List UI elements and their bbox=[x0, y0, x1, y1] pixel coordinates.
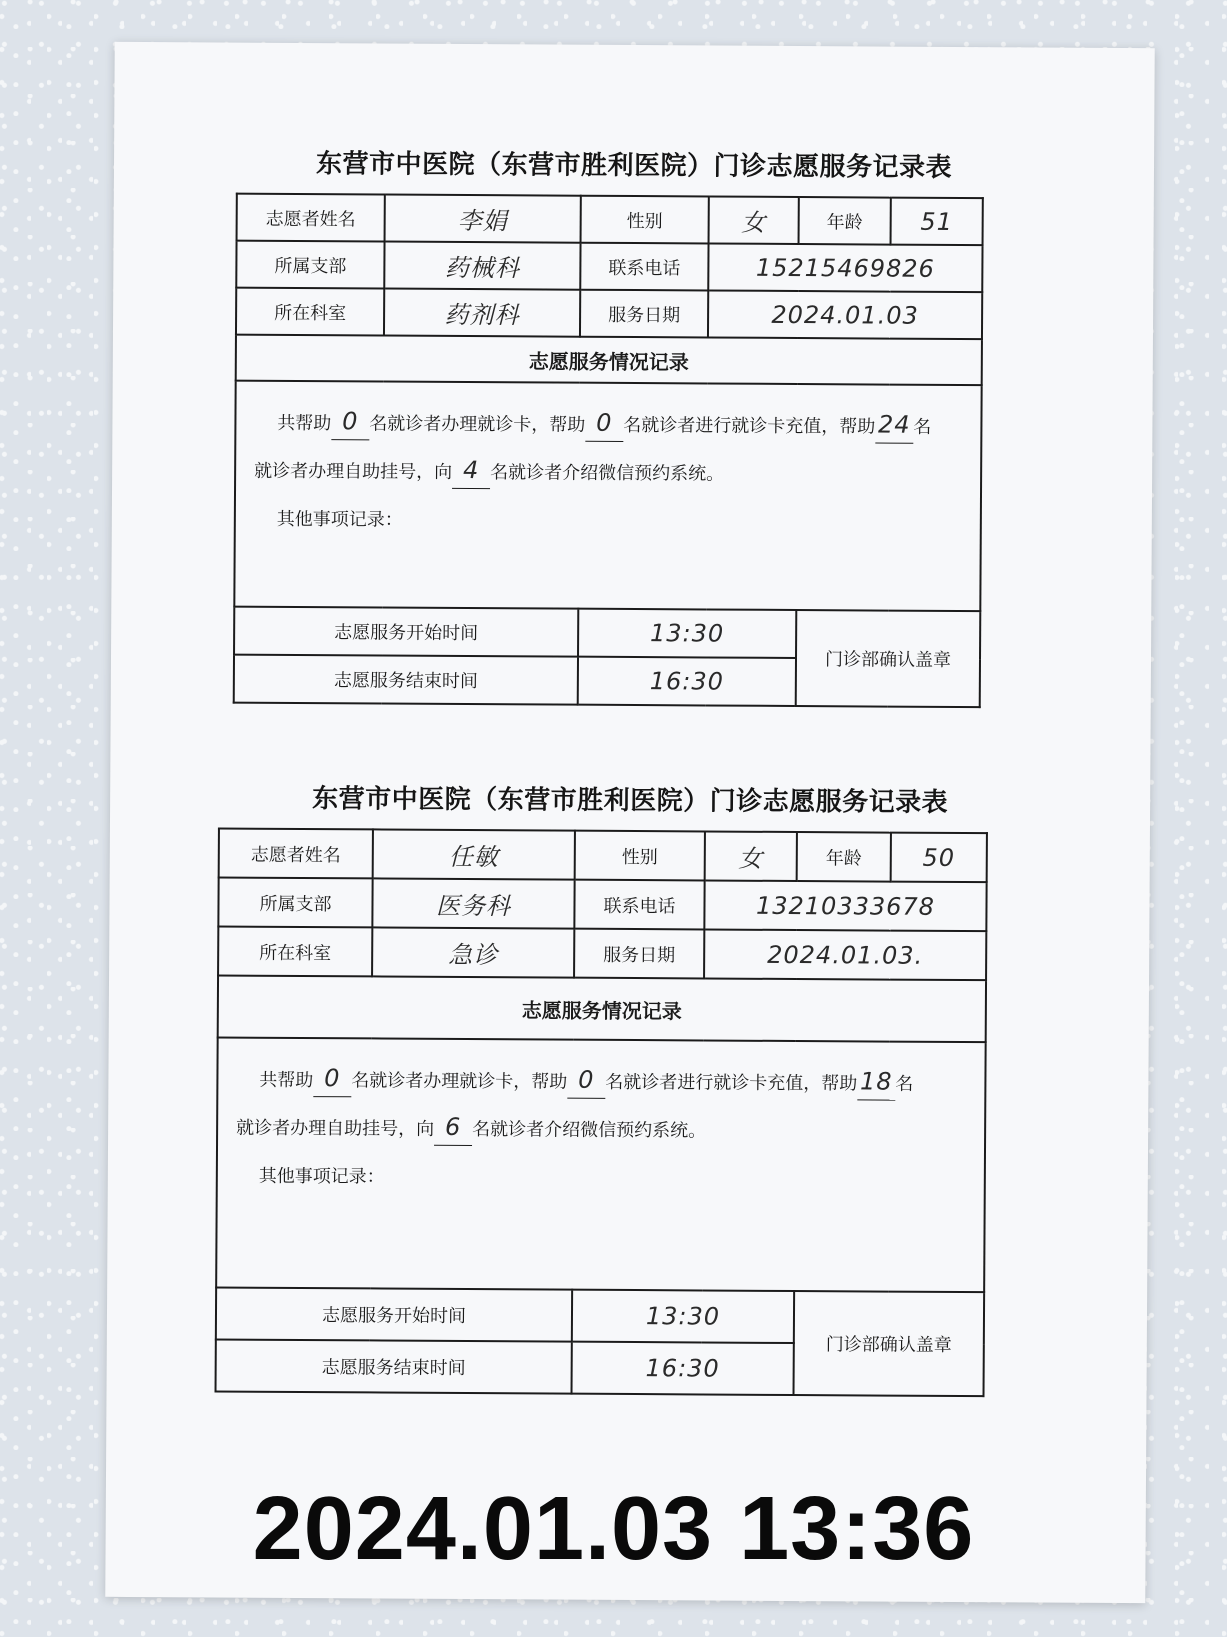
name-value: 李娟 bbox=[457, 206, 508, 236]
branch-value: 医务科 bbox=[435, 891, 512, 921]
name-value: 任敏 bbox=[448, 842, 499, 872]
section-title: 志愿服务情况记录 bbox=[236, 335, 982, 386]
photo-timestamp: 2024.01.03 13:36 bbox=[252, 1479, 975, 1579]
gender-label: 性别 bbox=[575, 831, 705, 881]
phone-value: 15215469826 bbox=[755, 253, 935, 283]
summary-line-1: 共帮助 0 名就诊者办理就诊卡，帮助 0 名就诊者进行就诊卡充值，帮助 18 名 bbox=[236, 1057, 968, 1109]
service-summary bbox=[216, 1037, 986, 1292]
end-time-value: 16:30 bbox=[645, 1354, 720, 1383]
phone-value: 13210333678 bbox=[755, 891, 936, 921]
volunteer-info-table bbox=[215, 827, 988, 1397]
stamp-label: 门诊部确认盖章 bbox=[794, 1291, 985, 1396]
card-count-value: 0 bbox=[342, 407, 359, 436]
other-notes-label: 其他事项记录： bbox=[276, 508, 403, 531]
branch-label: 所属支部 bbox=[236, 241, 384, 289]
summary-line-2: 就诊者办理自助挂号，向 6 名就诊者介绍微信预约系统。 bbox=[236, 1105, 968, 1157]
start-time-label: 志愿服务开始时间 bbox=[216, 1287, 572, 1341]
recharge-count-value: 0 bbox=[596, 408, 613, 437]
phone-label: 联系电话 bbox=[580, 243, 708, 291]
name-label: 志愿者姓名 bbox=[237, 194, 385, 242]
age-value: 50 bbox=[922, 843, 956, 872]
end-time-label: 志愿服务结束时间 bbox=[216, 1339, 572, 1393]
end-time-label: 志愿服务结束时间 bbox=[234, 655, 578, 705]
date-label: 服务日期 bbox=[574, 929, 704, 979]
wechat-count-value: 4 bbox=[462, 455, 480, 485]
start-time-value: 13:30 bbox=[649, 619, 725, 648]
dept-value: 急诊 bbox=[448, 940, 499, 970]
gender-value: 女 bbox=[741, 208, 767, 237]
form-title: 东营市中医院（东营市胜利医院）门诊志愿服务记录表 bbox=[315, 149, 953, 183]
age-label: 年龄 bbox=[797, 832, 891, 882]
end-time-value: 16:30 bbox=[649, 667, 725, 696]
volunteer-form-2 bbox=[106, 42, 1155, 1448]
dept-label: 所在科室 bbox=[236, 288, 384, 336]
recharge-count-value: 0 bbox=[578, 1065, 595, 1094]
gender-value: 女 bbox=[738, 844, 764, 873]
card-count-value: 0 bbox=[324, 1064, 341, 1093]
date-value: 2024.01.03. bbox=[767, 940, 924, 970]
gender-label: 性别 bbox=[581, 196, 709, 244]
age-value: 51 bbox=[920, 207, 954, 236]
phone-label: 联系电话 bbox=[574, 880, 704, 930]
branch-value: 药械科 bbox=[444, 253, 520, 283]
start-time-label: 志愿服务开始时间 bbox=[234, 607, 578, 657]
date-label: 服务日期 bbox=[580, 290, 708, 338]
paper-sheet bbox=[105, 42, 1154, 1603]
section-title: 志愿服务情况记录 bbox=[218, 975, 986, 1042]
register-count-value: 24 bbox=[877, 410, 911, 439]
age-label: 年龄 bbox=[799, 197, 891, 245]
summary-line-2: 就诊者办理自助挂号，向 4 名就诊者介绍微信预约系统。 bbox=[254, 448, 964, 500]
form-title: 东营市中医院（东营市胜利医院）门诊志愿服务记录表 bbox=[312, 784, 949, 818]
branch-label: 所属支部 bbox=[218, 877, 372, 927]
summary-line-1: 共帮助 0 名就诊者办理就诊卡，帮助 0 名就诊者进行就诊卡充值，帮助 24 名 bbox=[254, 400, 964, 452]
register-count-value: 18 bbox=[859, 1067, 893, 1096]
dept-label: 所在科室 bbox=[218, 926, 372, 976]
stamp-label: 门诊部确认盖章 bbox=[796, 610, 981, 707]
start-time-value: 13:30 bbox=[645, 1302, 721, 1331]
other-notes-label: 其他事项记录： bbox=[258, 1165, 385, 1188]
name-label: 志愿者姓名 bbox=[219, 828, 373, 878]
date-value: 2024.01.03 bbox=[771, 300, 919, 330]
dept-value: 药剂科 bbox=[444, 300, 520, 330]
wechat-count-value: 6 bbox=[444, 1112, 462, 1141]
